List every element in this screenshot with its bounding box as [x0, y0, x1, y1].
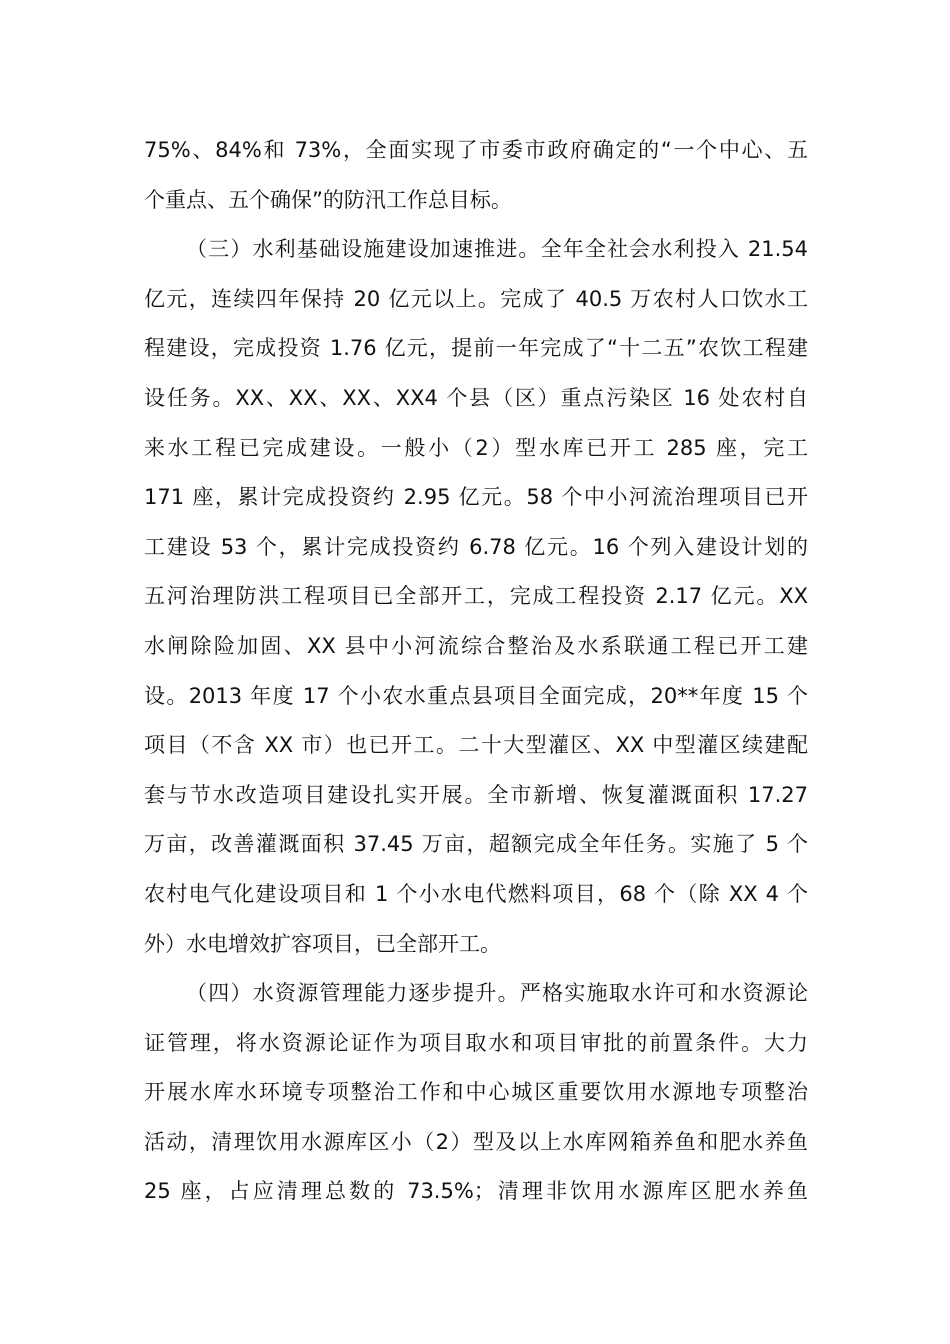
- text-line: 套与节水改造项目建设扎实开展。全市新增、恢复灌溉面积 17.27: [144, 782, 808, 807]
- text-line: 水闸除险加固、XX 县中小河流综合整治及水系联通工程已开工建: [144, 633, 808, 658]
- text-line: 75%、84%和 73%，全面实现了市委市政府确定的“一个中心、五: [144, 138, 808, 162]
- text-line: 万亩，改善灌溉面积 37.45 万亩，超额完成全年任务。实施了 5 个: [144, 832, 808, 857]
- text-line: 个重点、五个确保”的防汛工作总目标。: [144, 187, 512, 212]
- text-line: 设。2013 年度 17 个小农水重点县项目全面完成，20**年度 15 个: [144, 683, 808, 708]
- text-line: 程建设，完成投资 1.76 亿元，提前一年完成了“十二五”农饮工程建: [144, 336, 808, 361]
- text-line: 来水工程已完成建设。一般小（2）型水库已开工 285 座，完工: [144, 435, 808, 460]
- text-line: 项目（不含 XX 市）也已开工。二十大型灌区、XX 中型灌区续建配: [144, 733, 808, 758]
- text-line: 活动，清理饮用水源库区小（2）型及以上水库网箱养鱼和肥水养鱼: [144, 1129, 808, 1154]
- text-line: （四）水资源管理能力逐步提升。严格实施取水许可和水资源论: [186, 981, 808, 1006]
- text-line: 农村电气化建设项目和 1 个小水电代燃料项目，68 个（除 XX 4 个: [144, 881, 808, 906]
- text-line: 171 座，累计完成投资约 2.95 亿元。58 个中小河流治理项目已开: [144, 485, 808, 510]
- text-line: 外）水电增效扩容项目，已全部开工。: [144, 931, 501, 956]
- text-line: 开展水库水环境专项整治工作和中心城区重要饮用水源地专项整治: [144, 1080, 808, 1105]
- text-line: 25 座，占应清理总数的 73.5%；清理非饮用水源库区肥水养鱼: [144, 1179, 808, 1204]
- text-line: 工建设 53 个，累计完成投资约 6.78 亿元。16 个列入建设计划的: [144, 534, 808, 559]
- text-line: （三）水利基础设施建设加速推进。全年全社会水利投入 21.54: [186, 237, 808, 262]
- body-text: [144, 126, 808, 1217]
- text-line: 亿元，连续四年保持 20 亿元以上。完成了 40.5 万农村人口饮水工: [144, 286, 808, 311]
- text-line: 设任务。XX、XX、XX、XX4 个县（区）重点污染区 16 处农村自: [144, 385, 808, 410]
- text-line: 证管理，将水资源论证作为项目取水和项目审批的前置条件。大力: [144, 1030, 808, 1055]
- text-line: 五河治理防洪工程项目已全部开工，完成工程投资 2.17 亿元。XX: [144, 584, 808, 609]
